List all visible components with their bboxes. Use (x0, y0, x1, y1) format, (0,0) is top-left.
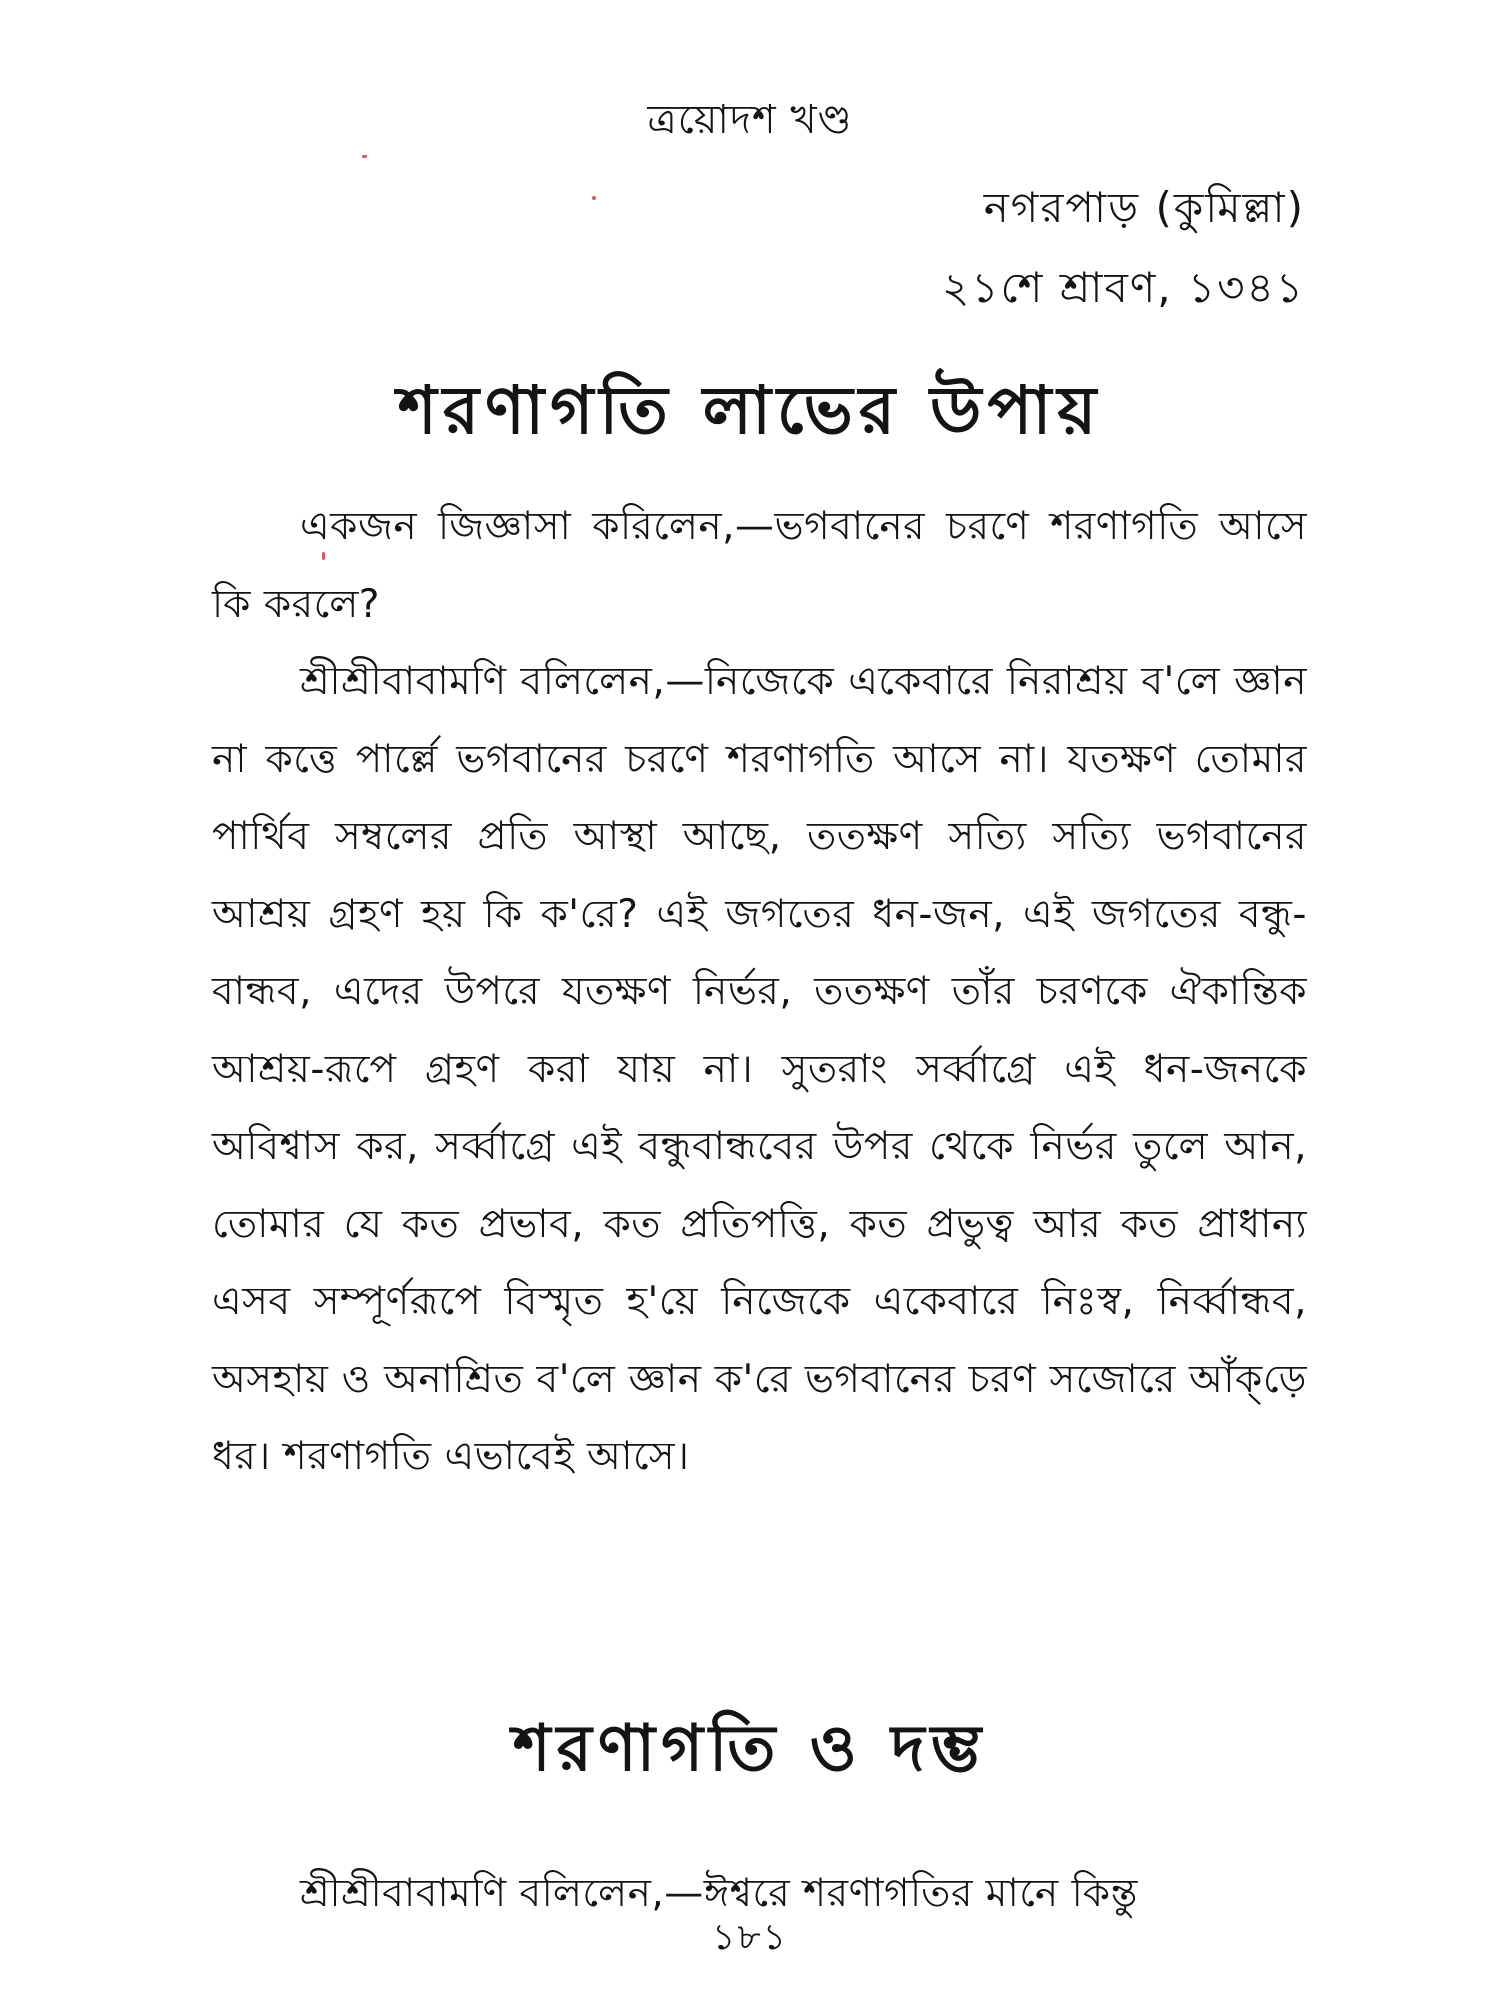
print-speck (592, 196, 596, 200)
print-speck (362, 155, 367, 158)
section-heading: শরণাগতি লাভের উপায় (397, 372, 1103, 449)
date-line: ২১শে শ্রাবণ, ১৩৪১ (941, 263, 1305, 312)
paragraph-question: একজন জিজ্ঞাসা করিলেন,—ভগবানের চরণে শরণাগতি আসে কি করলে? (212, 504, 1307, 627)
paragraph-answer: শ্রীশ্রীবাবামণি বলিলেন,—নিজেকে একেবারে নিরাশ্রয় ব'লে জ্ঞান না কত্তে পার্ল্লে ভগবানের চরণে শরণাগতি আসে না। যতক্ষণ তোমার পার্থিব সম্বলের প্রতি আস্থা আছে, ততক্ষণ সত্যি সত্যি ভগবানের আশ্রয় গ্রহণ হয় কি ক'রে? এই জগতের ধন-জন, এই জগতের বন্ধু-বান্ধব, এদের উপরে যতক্ষণ নির্ভর, ততক্ষণ তাঁর চরণকে ঐকান্তিক আশ্রয়-রূপে গ্রহণ করা যায় না। সুতরাং সর্ব্বাগ্রে এই ধন-জনকে অবিশ্বাস কর, সর্ব্বাগ্রে এই বন্ধুবান্ধবের উপর থেকে নির্ভর তুলে আন, তোমার যে কত প্রভাব, কত প্রতিপত্তি, কত প্রভুত্ব আর কত প্রাধান্য এসব সম্পূর্ণরূপে বিস্মৃত হ'য়ে নিজেকে একেবারে নিঃস্ব, নির্ব্বান্ধব, অসহায় ও অনাশ্রিত ব'লে জ্ঞান ক'রে ভগবানের চরণ সজোরে আঁক্‌ড়ে ধর। শরণাগতি এভাবেই আসে। (212, 659, 1307, 1479)
section-heading: শরণাগতি ও দম্ভ (512, 1712, 988, 1786)
print-speck (322, 552, 325, 560)
running-header: ত্রয়োদশ খণ্ড (647, 97, 853, 143)
paragraph-continued: শ্রীশ্রীবাবামণি বলিলেন,—ঈশ্বরে শরণাগতির মানে কিন্তু (300, 1871, 1138, 1916)
place-line: নগরপাড় (কুমিল্লা) (983, 183, 1305, 232)
page-number: ১৮১ (711, 1917, 789, 1958)
